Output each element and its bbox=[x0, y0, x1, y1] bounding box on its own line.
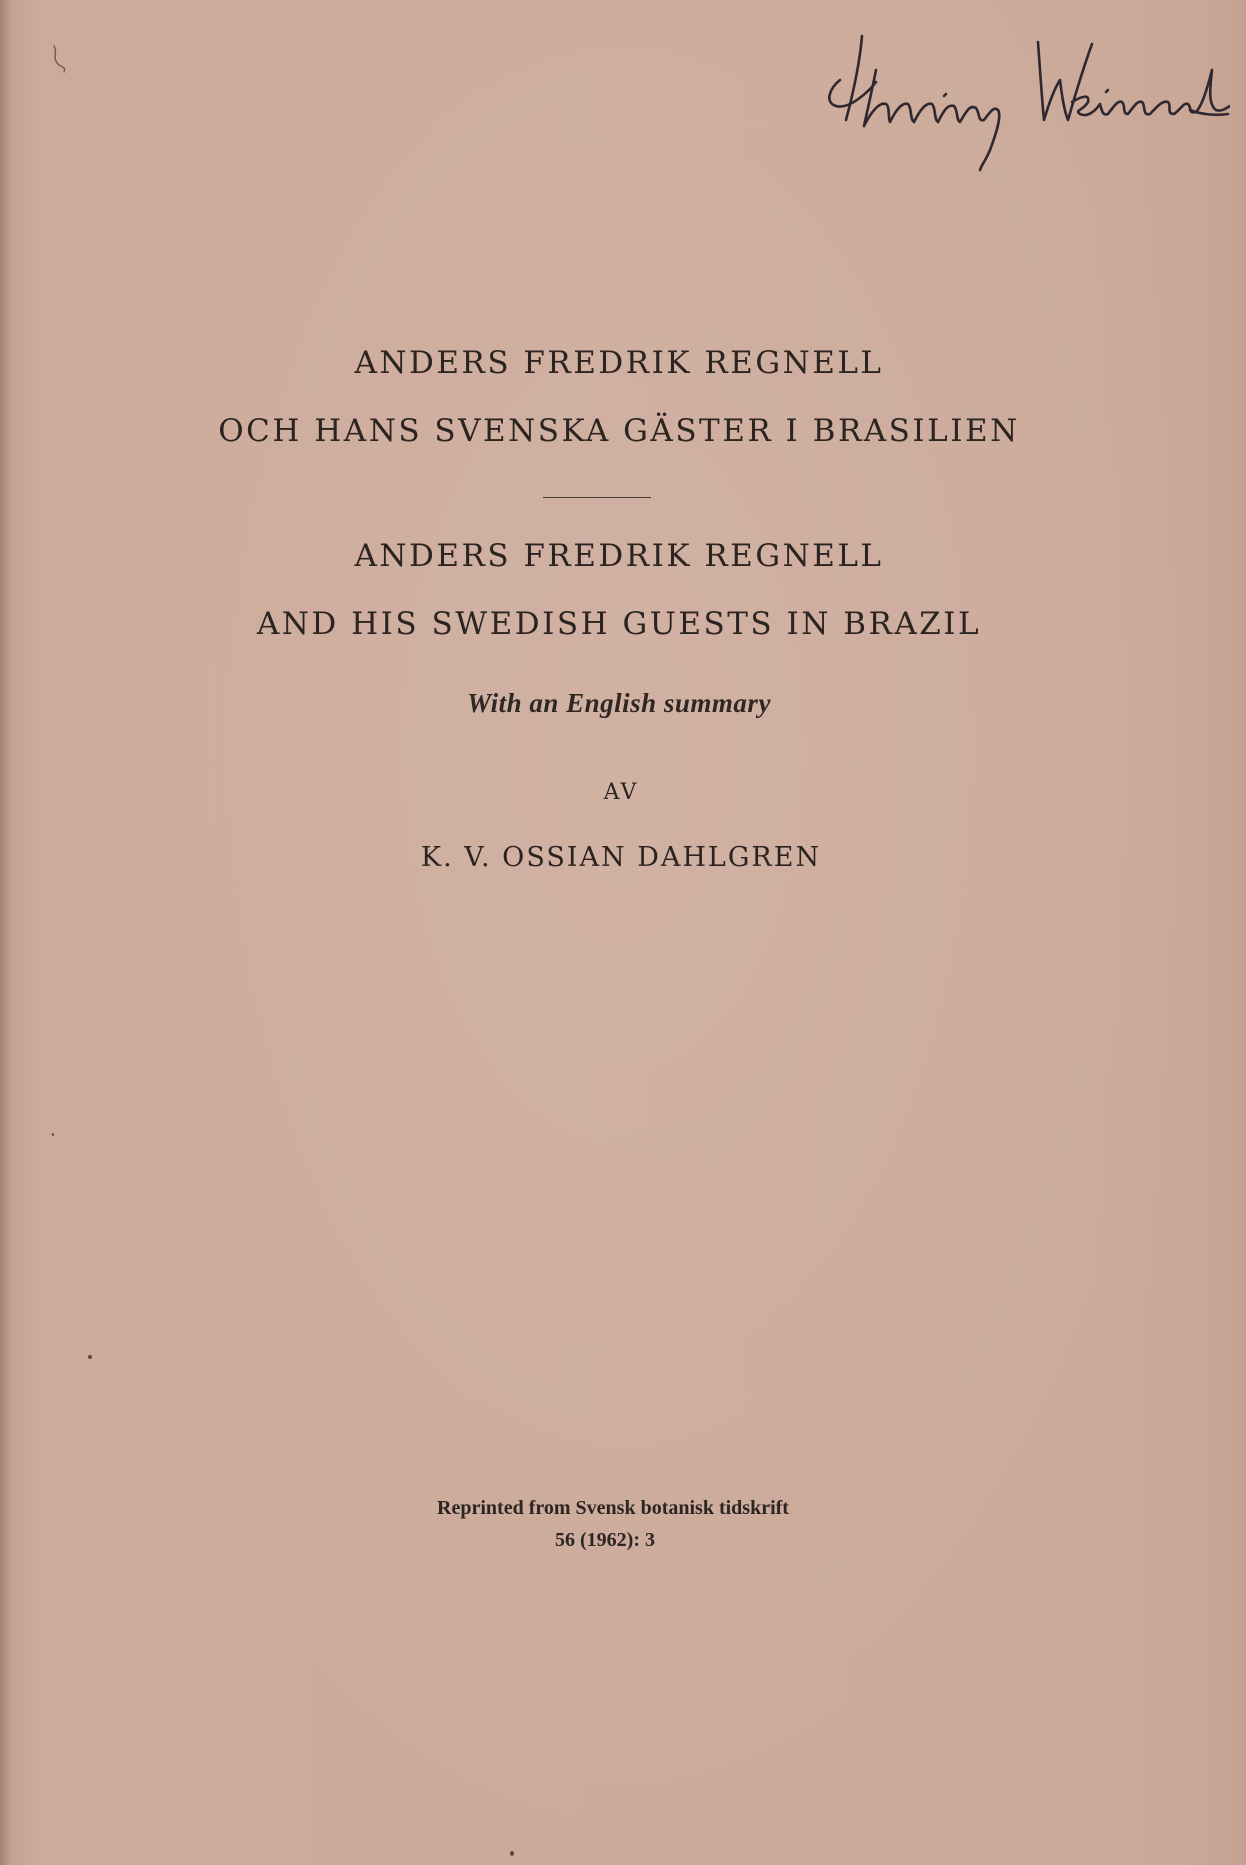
paper-edge-shadow bbox=[0, 0, 10, 1865]
title-divider bbox=[543, 497, 651, 498]
paper-speck bbox=[510, 1851, 514, 1856]
paper-speck bbox=[88, 1355, 92, 1359]
by-label: AV bbox=[603, 780, 639, 805]
author-name: K. V. OSSIAN DAHLGREN bbox=[420, 842, 822, 873]
paper-speck bbox=[52, 1133, 54, 1136]
subtitle: With an English summary bbox=[467, 688, 771, 718]
handwritten-signature bbox=[810, 30, 1230, 180]
title-english-line-1: ANDERS FREDRIK REGNELL bbox=[354, 538, 884, 574]
title-swedish-line-1: ANDERS FREDRIK REGNELL bbox=[354, 345, 884, 381]
reprint-volume: 56 (1962): 3 bbox=[555, 1529, 655, 1551]
title-swedish-line-2: OCH HANS SVENSKA GÄSTER I BRASILIEN bbox=[218, 413, 1020, 449]
title-english-line-2: AND HIS SWEDISH GUESTS IN BRAZIL bbox=[256, 606, 982, 642]
pencil-mark-icon bbox=[48, 42, 72, 82]
reprint-source: Reprinted from Svensk botanisk tidskrift bbox=[437, 1497, 789, 1519]
